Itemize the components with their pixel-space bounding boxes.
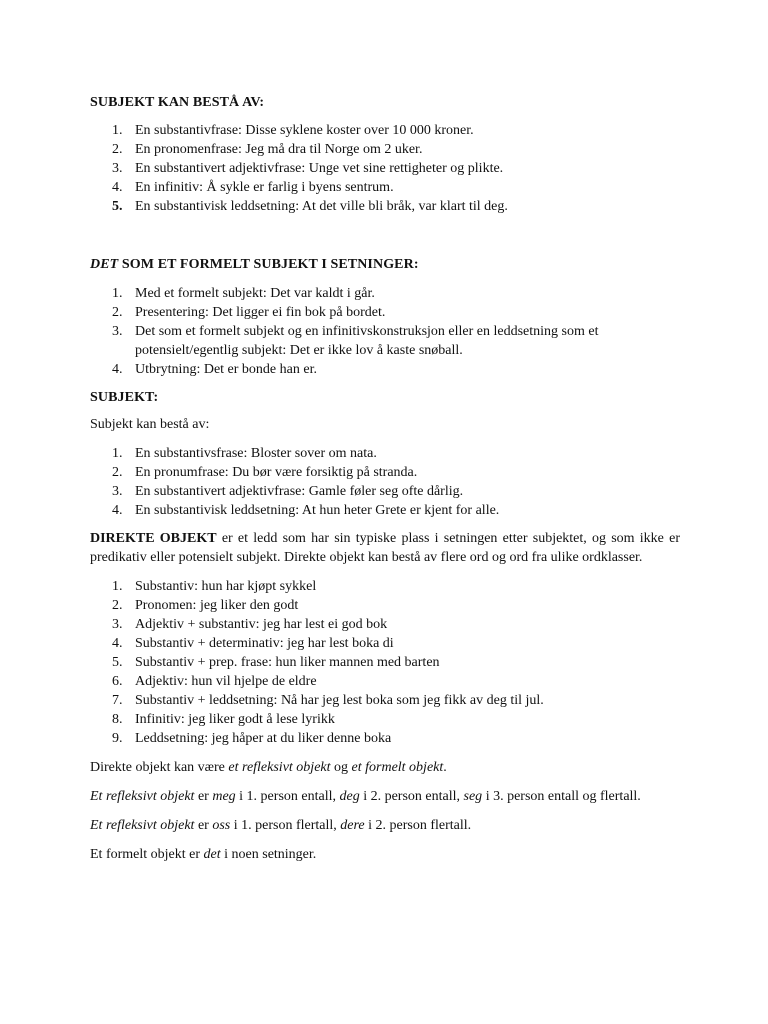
list-item [90,322,680,360]
list-item [90,615,680,634]
text-run: er [194,818,213,833]
list-item [90,634,680,653]
text-run-italic: Et refleksivt objekt [90,789,195,804]
text-run-italic: oss [212,818,231,833]
list-number: 5. [112,655,123,670]
list-item [90,710,680,729]
text-run: i 2. person flertall. [364,818,472,833]
text-run: i 1. person entall, [235,789,340,804]
list-item [90,501,680,520]
text-run: i 2. person entall, [359,789,464,804]
list-number: 2. [112,142,123,157]
list-number: 6. [112,674,123,689]
list-item-text: En pronumfrase: Du bør være forsiktig på stranda. [135,465,418,480]
text-run: i 1. person flertall, [230,818,341,833]
list-number: 2. [112,305,123,320]
section-intro: Subjekt kan bestå av: [90,417,210,432]
list-number: 4. [112,636,123,651]
list-item-text: Adjektiv + substantiv: jeg har lest ei god bok [135,617,388,632]
list-item-text: Adjektiv: hun vil hjelpe de eldre [135,674,317,689]
list-number: 3. [112,324,123,339]
list-item [90,444,680,463]
paragraph-direkte-objekt-kan-vaere [90,758,680,777]
list-item-text: En substantivert adjektivfrase: Unge vet sine rettigheter og plikte. [135,161,504,176]
text-run: i noen setninger. [220,847,317,862]
list-number: 4. [112,362,123,377]
list-item [90,653,680,672]
text-run: i 3. person entall og flertall. [482,789,641,804]
paragraph-text: er et ledd som har sin typiske plass i setningen etter subjektet, og som ikke er predikativ eller potensielt subjekt. Direkte objekt kan bestå av flere ord og ord fra ulike ordklasser. [90,531,680,565]
list-item [90,140,680,159]
heading-rest: SOM ET FORMELT SUBJEKT I SETNINGER: [118,257,419,272]
list-item [90,121,680,140]
list-item-text: En pronomenfrase: Jeg må dra til Norge om 2 uker. [135,142,423,157]
direkte-objekt-paragraph [90,529,680,567]
subject-list-2 [90,444,680,520]
list-item-text: En substantivisk leddsetning: At hun heter Grete er kjent for alle. [135,503,500,518]
list-item [90,729,680,748]
list-item-text: Presentering: Det ligger ei fin bok på bordet. [135,305,386,320]
list-item [90,691,680,710]
list-number: 1. [112,446,123,461]
list-item-text: En substantivfrase: Disse syklene koster over 10 000 kroner. [135,123,474,138]
list-item-text: Infinitiv: jeg liker godt å lese lyrikk [135,712,335,727]
list-item [90,197,680,216]
list-number: 9. [112,731,123,746]
subject-list-1 [90,121,680,216]
text-run: er [194,789,213,804]
list-number: 5. [112,199,123,214]
list-item [90,159,680,178]
list-item-text: En substantivert adjektivfrase: Gamle føler seg ofte dårlig. [135,484,464,499]
list-item-text: Leddsetning: jeg håper at du liker denne boka [135,731,392,746]
text-run-italic: dere [340,818,365,833]
heading-italic-det: DET [90,257,119,272]
formal-subject-list [90,284,680,379]
section-heading-subjekt-kan-besta: SUBJEKT KAN BESTÅ AV: [90,95,265,110]
list-item-text: En substantivisk leddsetning: At det ville bli bråk, var klart til deg. [135,199,508,214]
list-item-text: En substantivsfrase: Bloster sover om nata. [135,446,377,461]
text-run: Et formelt objekt er [90,847,204,862]
text-run: og [330,760,352,775]
list-item-text: En infinitiv: Å sykle er farlig i byens sentrum. [135,180,394,195]
text-run-italic: deg [339,789,360,804]
list-number: 1. [112,579,123,594]
list-item [90,178,680,197]
term-direkte-objekt: DIREKTE OBJEKT [90,531,217,546]
list-item-text: Substantiv + determinativ: jeg har lest boka di [135,636,394,651]
text-run-italic: meg [212,789,236,804]
list-number: 4. [112,503,123,518]
list-item-text: Utbrytning: Det er bonde han er. [135,362,317,377]
text-run-italic: det [203,847,221,862]
text-run: Direkte objekt kan være [90,760,229,775]
list-item-text: Pronomen: jeg liker den godt [135,598,299,613]
list-number: 3. [112,484,123,499]
list-item-text: Det som et formelt subjekt og en infinitivskonstruksjon eller en leddsetning som et potensielt/egentlig subjekt: Det er ikke lov å kaste snøball. [135,324,599,358]
text-run: . [443,760,447,775]
list-item [90,284,680,303]
list-number: 3. [112,617,123,632]
list-number: 1. [112,286,123,301]
list-number: 7. [112,693,123,708]
list-number: 8. [112,712,123,727]
text-run-italic: Et refleksivt objekt [90,818,195,833]
text-run-italic: et formelt objekt [351,760,444,775]
list-number: 1. [112,123,123,138]
paragraph-refleksivt-entall [90,787,680,806]
list-item [90,303,680,322]
section-heading-det-formelt-subjekt [90,255,680,274]
text-run-italic: et refleksivt objekt [228,760,331,775]
direct-object-list [90,577,680,748]
list-item [90,463,680,482]
list-item-text: Substantiv + prep. frase: hun liker mannen med barten [135,655,440,670]
list-number: 2. [112,598,123,613]
text-run-italic: seg [463,789,483,804]
list-number: 2. [112,465,123,480]
list-item [90,360,680,379]
list-item-text: Med et formelt subjekt: Det var kaldt i går. [135,286,375,301]
paragraph-formelt-objekt [90,845,680,864]
list-item-text: Substantiv + leddsetning: Nå har jeg lest boka som jeg fikk av deg til jul. [135,693,544,708]
list-number: 3. [112,161,123,176]
list-item [90,596,680,615]
list-item [90,482,680,501]
list-item-text: Substantiv: hun har kjøpt sykkel [135,579,317,594]
list-number: 4. [112,180,123,195]
section-heading-subjekt: SUBJEKT: [90,390,159,405]
list-item [90,672,680,691]
paragraph-refleksivt-flertall [90,816,680,835]
list-item [90,577,680,596]
